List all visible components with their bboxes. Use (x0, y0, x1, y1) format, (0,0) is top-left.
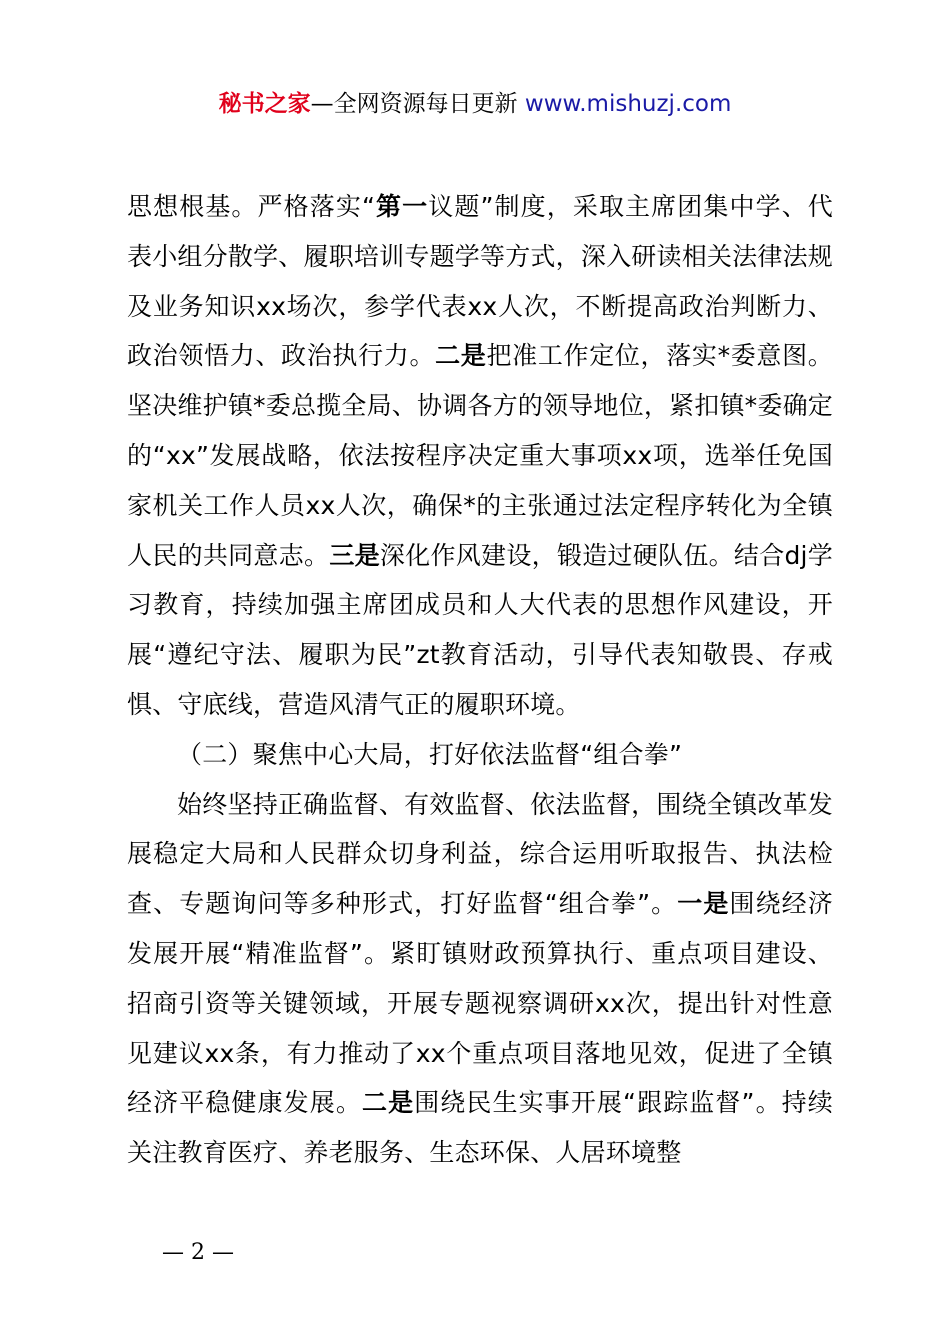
bold-phrase: 一是 (677, 889, 730, 919)
page-number: — 2 — (162, 1240, 234, 1265)
site-url-link[interactable]: www.mishuzj.com (524, 91, 732, 117)
paragraph-continued: 思想根基。严格落实“第一议题”制度，采取主席团集中学、代表小组分散学、履职培训专题学等方式，深入研读相关法律法规及业务知识xx场次，参学代表xx人次，不断提高政治判断力、政治领悟力、政治执行力。二是把准工作定位，落实*委意图。坚决维护镇*委总揽全局、协调各方的领导地位，紧扣镇*委确定的“xx”发展战略，依法按程序决定重大事项xx项，选举任免国家机关工作人员xx人次，确保*的主张通过法定程序转化为全镇人民的共同意志。三是深化作风建设，锻造过硬队伍。结合dj学习教育，持续加强主席团成员和人大代表的思想作风建设，开展“遵纪守法、履职为民”zt教育活动，引导代表知敬畏、存戒惧、守底线，营造风清气正的履职环境。 (127, 192, 834, 719)
brand-name: 秘书之家 (218, 91, 311, 117)
section-heading: （二）聚焦中心大局，打好依法监督“组合拳” (177, 739, 683, 769)
bold-phrase: 第一 (375, 192, 429, 221)
paragraph: 始终坚持正确监督、有效监督、依法监督，围绕全镇改革发展稳定大局和人民群众切身利益，综合运用听取报告、执法检查、专题询问等多种形式，打好监督“组合拳”。一是围绕经济发展开展“精准监督”。紧盯镇财政预算执行、重点项目建设、招商引资等关键领域，开展专题视察调研xx次，提出针对性意见建议xx条，有力推动了xx个重点项目落地见效，促进了全镇经济平稳健康发展。二是围绕民生实事开展“跟踪监督”。持续关注教育医疗、养老服务、生态环保、人居环境整 (127, 789, 833, 1168)
bold-phrase: 二是 (435, 341, 487, 371)
header-tagline: —全网资源每日更新 (310, 91, 525, 117)
bold-phrase: 二是 (361, 1088, 415, 1118)
site-header (0, 86, 950, 122)
bold-phrase: 三是 (329, 540, 380, 570)
document-body (127, 182, 833, 1178)
